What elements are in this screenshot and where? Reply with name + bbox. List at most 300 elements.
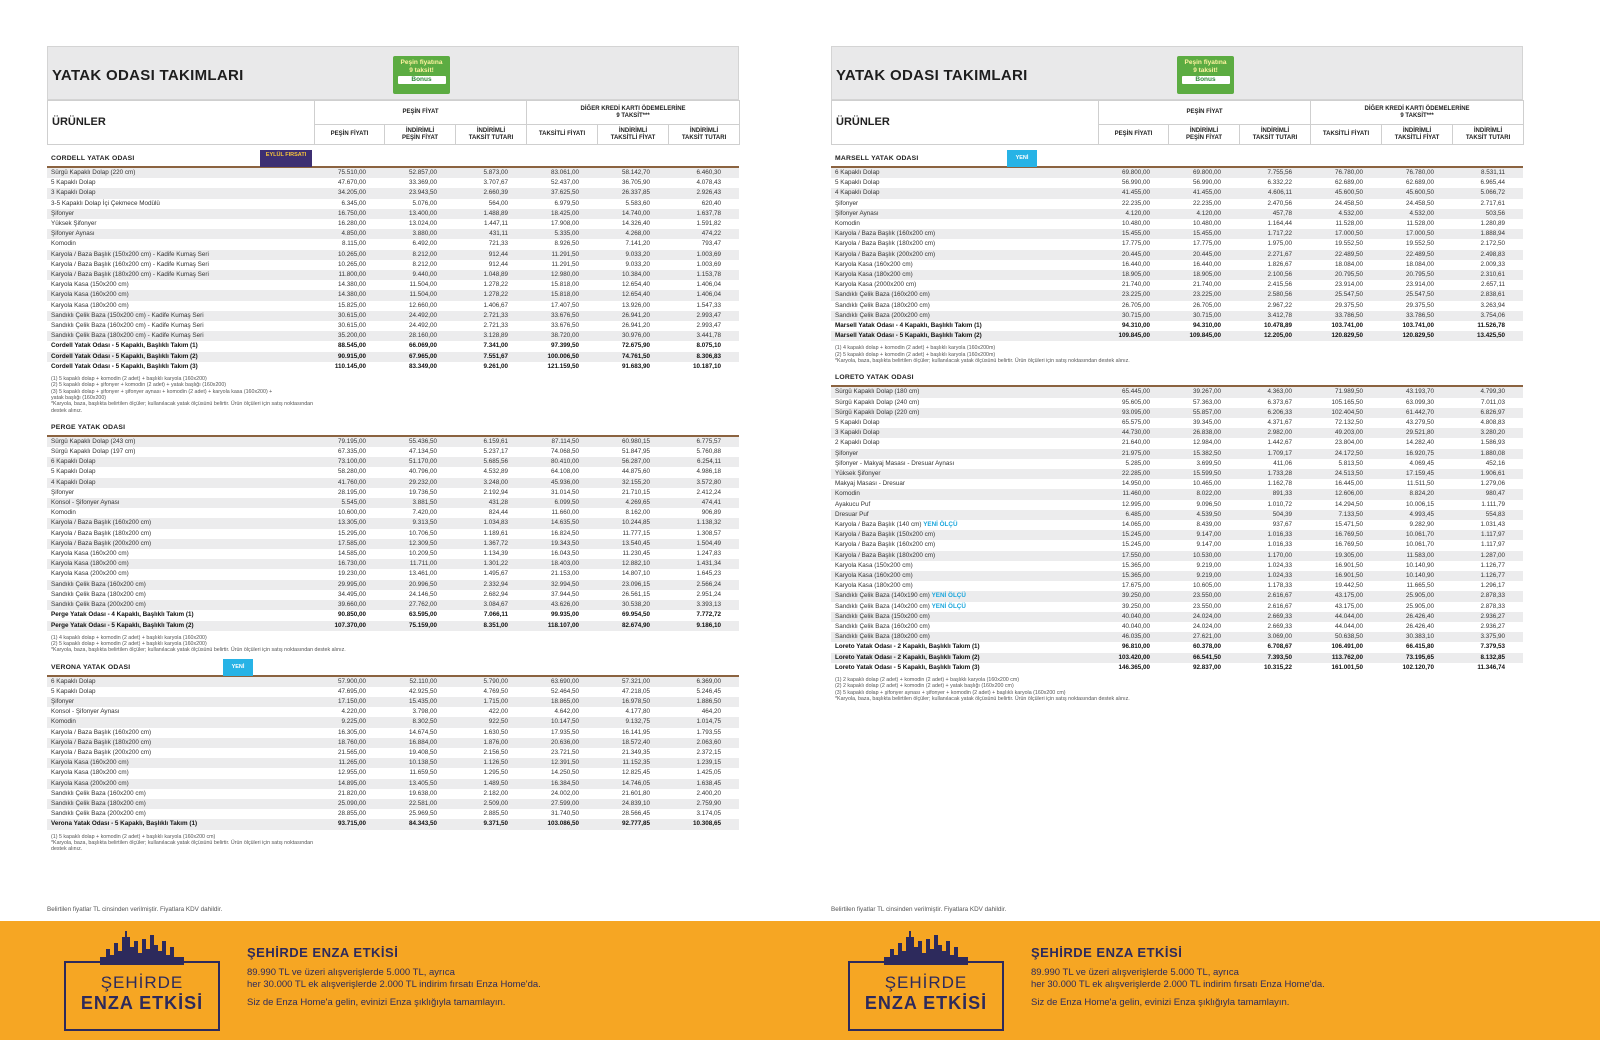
price-cell: 431,11 — [455, 229, 526, 239]
price-cell: 146.365,00 — [1118, 663, 1150, 671]
price-cell: 8.115,00 — [341, 240, 366, 248]
price-cell: 24.172,50 — [1310, 449, 1381, 459]
product-name-text: Sürgü Kapaklı Dolap (197 cm) — [51, 448, 136, 456]
table-row — [831, 250, 1523, 260]
price-cell: 1.586,93 — [1480, 439, 1505, 447]
note-line: *Karyola, baza, başlıkta belirtilen ölçüler; kullanılacak yatak ölçüsünü belirtir. Ürün ölçüleri için satış noktasından destek alınız. — [51, 647, 346, 654]
price-cell: 1.406,67 — [483, 301, 508, 309]
price-cell: 564,00 — [488, 199, 508, 207]
price-cell: 464,20 — [701, 708, 721, 716]
price-cell: 15.435,00 — [384, 697, 455, 707]
column-header-1-line-1: PEŞİN FİYATI — [330, 131, 369, 137]
product-name — [831, 581, 1098, 591]
set-total-row — [47, 621, 739, 631]
price-cell: 51.170,00 — [384, 457, 455, 467]
product-name-text: Sürgü Kapaklı Dolap (220 cm) — [51, 169, 136, 176]
product-name — [831, 449, 1098, 459]
product-name — [47, 209, 314, 219]
price-cell: 1.239,15 — [668, 758, 739, 768]
set-total-row — [831, 653, 1523, 663]
product-name-text: 6 Kapaklı Dolap — [51, 458, 96, 466]
product-name — [47, 779, 314, 789]
price-cell: 12.391,50 — [526, 758, 597, 768]
table-row — [831, 489, 1523, 499]
price-cell: 7.551,67 — [455, 352, 526, 362]
kredi-group-line-1: DİĞER KREDİ KARTI ÖDEMELERİNE — [580, 105, 686, 112]
price-cell: 17.935,50 — [550, 728, 579, 736]
price-cell: 4.532,00 — [1310, 209, 1381, 219]
price-cell: 37.625,50 — [526, 188, 597, 198]
price-cell: 2.926,43 — [668, 188, 739, 198]
price-table — [47, 168, 739, 372]
product-name — [47, 331, 314, 341]
price-cell: 103.741,00 — [1402, 322, 1434, 330]
table-row — [831, 622, 1523, 632]
price-cell: 25.905,00 — [1405, 602, 1434, 610]
price-cell: 474,41 — [668, 498, 739, 508]
product-name — [47, 610, 314, 620]
product-name-text: Sandıklı Çelik Baza (200x200 cm) — [51, 601, 146, 609]
pesin-fiyatina-badge — [393, 56, 450, 94]
product-name-text: Karyola / Baza Başlık (200x200 cm) — [835, 250, 936, 258]
price-cell: 11.511,50 — [1406, 480, 1434, 488]
price-cell: 1.591,82 — [696, 220, 721, 228]
promo-banner-left — [0, 921, 784, 1040]
product-name — [47, 478, 314, 488]
column-header-6-line-1: İNDİRİMLİ — [689, 127, 719, 134]
price-cell: 16.884,00 — [384, 738, 455, 748]
price-cell: 88.545,00 — [337, 342, 366, 350]
price-cell: 2.616,67 — [1267, 602, 1292, 610]
price-cell: 9.313,50 — [384, 518, 455, 528]
product-name-text: Sandıklı Çelik Baza (150x200 cm) — [835, 612, 930, 620]
product-name — [831, 551, 1098, 561]
price-cell: 16.440,00 — [1121, 260, 1150, 268]
price-cell: 69.800,00 — [1098, 168, 1168, 178]
price-cell: 18.905,00 — [1098, 270, 1168, 280]
price-cell: 17.585,00 — [314, 539, 384, 549]
price-cell: 4.808,83 — [1480, 418, 1505, 426]
table-row — [47, 529, 739, 539]
column-header-1 — [1099, 125, 1169, 145]
product-name-text: Karyola / Baza Başlık (180x200 cm) — [51, 529, 152, 537]
price-cell: 16.384,50 — [526, 779, 597, 789]
price-cell: 7.393,50 — [1239, 653, 1310, 663]
product-name — [831, 540, 1098, 550]
price-cell: 1.876,00 — [455, 738, 526, 748]
price-cell: 3.572,80 — [668, 478, 739, 488]
price-cell: 1.016,33 — [1239, 530, 1310, 540]
price-cell: 1.975,00 — [1267, 240, 1292, 248]
price-cell: 4.532,00 — [1381, 209, 1452, 219]
price-cell: 41.455,00 — [1168, 188, 1239, 198]
price-cell: 9.440,00 — [384, 270, 455, 280]
price-cell: 6.708,67 — [1267, 643, 1292, 651]
product-name-text: 5 Kapaklı Dolap — [835, 418, 880, 426]
price-cell: 7.141,20 — [625, 240, 650, 248]
table-row — [47, 437, 739, 447]
price-cell: 2.156,50 — [483, 749, 508, 757]
price-cell: 83.349,00 — [408, 362, 437, 370]
price-cell: 33.676,50 — [526, 311, 597, 321]
price-cell: 10.006,15 — [1405, 500, 1434, 508]
column-header-5-line-2: TAKSİTLİ FİYAT — [610, 134, 656, 141]
column-header-5-line-1: İNDİRİMLİ — [618, 127, 648, 134]
product-name — [47, 488, 314, 498]
price-cell: 17.775,00 — [1121, 240, 1150, 248]
section-notes — [831, 673, 1523, 702]
table-row — [47, 301, 739, 311]
product-name — [47, 229, 314, 239]
column-header-5-line-1: İNDİRİMLİ — [1402, 127, 1432, 134]
price-cell: 17.159,45 — [1381, 469, 1452, 479]
price-cell: 102.120,70 — [1402, 663, 1434, 671]
price-cell: 26.426,40 — [1381, 612, 1452, 622]
set-total-row — [831, 642, 1523, 652]
product-name-text: Ayakucu Puf — [835, 500, 871, 508]
price-cell: 63.690,00 — [526, 677, 597, 687]
section-perge-yatak-odasi — [47, 418, 739, 654]
product-name — [831, 219, 1098, 229]
note-line: (3) 5 kapaklı dolap + şifonyer aynası + şifonyer + komodin (2 adet) + başlıklı karyola (160x200 cm) — [835, 689, 1066, 696]
price-cell: 2.936,27 — [1480, 623, 1505, 631]
price-cell: 110.145,00 — [334, 362, 366, 370]
price-cell: 29.375,50 — [1334, 301, 1363, 309]
logo-line-2: ENZA ETKİSİ — [80, 993, 204, 1013]
page-header — [47, 46, 739, 100]
price-cell: 18.084,00 — [1405, 260, 1434, 268]
price-cell: 1.715,00 — [455, 697, 526, 707]
price-cell: 66.069,00 — [408, 342, 437, 350]
column-header-2-line-1: İNDİRİMLİ — [1189, 127, 1219, 134]
price-cell: 24.002,00 — [550, 789, 579, 797]
column-header-5 — [1382, 125, 1453, 145]
price-cell: 1.447,11 — [483, 220, 508, 228]
price-cell: 95.605,00 — [1121, 398, 1150, 406]
product-name-text: Sandıklı Çelik Baza (180x200 cm) — [51, 590, 146, 598]
price-cell: 21.349,35 — [621, 749, 650, 757]
price-cell: 9.147,00 — [1168, 530, 1239, 540]
price-cell: 504,39 — [1239, 510, 1310, 520]
product-name — [47, 467, 314, 477]
table-row — [831, 270, 1523, 280]
price-cell: 26.941,20 — [621, 322, 650, 330]
price-cell: 1.308,57 — [696, 529, 721, 537]
product-name — [831, 260, 1098, 270]
column-header-6 — [669, 125, 740, 145]
price-cell: 31.740,50 — [550, 810, 579, 818]
price-cell: 5.813,50 — [1338, 459, 1363, 467]
table-row — [47, 447, 739, 457]
price-cell: 39.660,00 — [314, 600, 384, 610]
price-cell: 75.510,00 — [314, 168, 384, 178]
price-cell: 3.441,78 — [668, 331, 739, 341]
product-name-text: 3 Kapaklı Dolap — [51, 189, 96, 197]
price-cell: 1.886,50 — [668, 697, 739, 707]
price-cell: 16.043,50 — [550, 550, 579, 558]
price-cell: 22.489,50 — [1310, 250, 1381, 260]
table-row — [831, 199, 1523, 209]
product-name — [47, 580, 314, 590]
note-line: (1) 5 kapaklı dolap + komodin (2 adet) + başlıklı karyola (160x200) — [51, 376, 207, 383]
product-name — [47, 697, 314, 707]
product-name-text: 6 Kapaklı Dolap — [835, 169, 880, 176]
price-cell: 2.509,00 — [455, 799, 526, 809]
price-cell: 12.984,00 — [1192, 439, 1221, 447]
price-cell: 24.513,50 — [1310, 469, 1381, 479]
product-name — [831, 229, 1098, 239]
price-cell: 10.315,22 — [1263, 663, 1292, 671]
product-name-text: Şifonyer Aynası — [51, 230, 95, 238]
product-name — [831, 418, 1098, 428]
product-name-text: Karyola Kasa (200x200 cm) — [51, 570, 129, 578]
product-name-text: Perge Yatak Odası - 4 Kapaklı, Başlıklı Takım (1) — [51, 611, 194, 619]
price-cell: 2.332,94 — [455, 580, 526, 590]
product-name-text: Karyola Kasa (160x200 cm) — [51, 291, 129, 299]
product-name-text: Karyola Kasa (150x200 cm) — [835, 561, 913, 569]
price-cell: 1.034,83 — [455, 518, 526, 528]
product-name — [831, 530, 1098, 540]
banner-title: ŞEHİRDE ENZA ETKİSİ — [1031, 945, 1183, 960]
price-cell: 12.980,00 — [526, 270, 597, 280]
price-cell: 41.760,00 — [314, 478, 384, 488]
price-cell: 99.935,00 — [550, 611, 579, 619]
price-cell: 30.615,00 — [337, 322, 366, 330]
table-row — [47, 539, 739, 549]
price-cell: 34.205,00 — [314, 188, 384, 198]
product-name-text: Sürgü Kapaklı Dolap (243 cm) — [51, 437, 136, 445]
price-cell: 30.538,20 — [597, 600, 668, 610]
price-cell: 11.526,78 — [1477, 322, 1505, 330]
price-cell: 33.369,00 — [408, 179, 437, 187]
price-cell: 24.146,50 — [408, 590, 437, 598]
note-line: (2) 5 kapaklı dolap + şifonyer + komodin (2 adet) + yatak başlığı (160x200) — [51, 382, 227, 389]
product-name-text: Komodin — [835, 220, 860, 228]
price-cell: 1.279,06 — [1480, 480, 1505, 488]
price-cell: 30.715,00 — [1098, 311, 1168, 321]
price-cell: 1.826,67 — [1267, 260, 1292, 268]
price-cell: 9.186,10 — [668, 621, 739, 631]
price-cell: 120.829,50 — [1310, 331, 1381, 341]
price-cell: 15.818,00 — [526, 290, 597, 300]
product-name — [831, 602, 1098, 612]
city-skyline-icon — [884, 929, 968, 965]
price-cell: 43.175,00 — [1334, 602, 1363, 610]
price-cell: 1.031,43 — [1480, 520, 1505, 528]
price-cell: 2.100,56 — [1239, 270, 1310, 280]
price-cell: 24.492,00 — [384, 311, 455, 321]
price-cell: 94.310,00 — [1121, 322, 1150, 330]
note-line: (2) 2 kapaklı dolap (2 adet) + komodin (2 adet) + yatak başlığı (160x200 cm) — [835, 683, 1014, 690]
price-cell: 10.187,10 — [692, 362, 721, 370]
price-cell: 1.014,75 — [668, 717, 739, 727]
price-cell: 3.084,67 — [455, 600, 526, 610]
table-row — [831, 301, 1523, 311]
price-cell: 5.545,00 — [314, 498, 384, 508]
product-name-text: 5 Kapaklı Dolap — [51, 179, 96, 187]
product-name-text: Şifonyer — [835, 199, 859, 207]
price-cell: 4.532,89 — [483, 468, 508, 476]
price-cell: 21.710,15 — [621, 488, 650, 496]
set-total-row — [831, 331, 1523, 341]
yeni-tag: YENİ — [1007, 150, 1037, 167]
price-cell: 74.068,50 — [550, 448, 579, 456]
price-cell: 6.979,50 — [554, 199, 579, 207]
price-cell: 20.795,50 — [1310, 270, 1381, 280]
kredi-group-line-2: 9 TAKSİT*** — [1400, 112, 1434, 119]
product-name — [47, 219, 314, 229]
price-cell: 2.470,56 — [1267, 199, 1292, 207]
price-cell: 10.384,00 — [597, 270, 668, 280]
price-cell: 2.721,33 — [455, 311, 526, 321]
price-cell: 18.084,00 — [1334, 260, 1363, 268]
price-cell: 912,44 — [455, 250, 526, 260]
product-name-text: Cordell Yatak Odası - 5 Kapaklı, Başlıklı Takım (1) — [51, 342, 198, 350]
price-cell: 19.736,50 — [408, 488, 437, 496]
note-line: (1) 4 kapaklı dolap + komodin (2 adet) + başlıklı karyola (160x200) — [51, 634, 207, 641]
price-cell: 1.888,94 — [1452, 229, 1523, 239]
price-cell: 12.955,00 — [337, 769, 366, 777]
table-row — [47, 457, 739, 467]
product-name-text: Sandıklı Çelik Baza (180x200 cm) — [51, 800, 146, 808]
price-cell: 161.001,50 — [1331, 663, 1363, 671]
section-header — [831, 368, 1523, 387]
price-cell: 15.295,00 — [337, 529, 366, 537]
price-cell: 47.218,05 — [621, 687, 650, 695]
price-cell: 44.044,00 — [1310, 612, 1381, 622]
price-cell: 56.287,00 — [597, 457, 668, 467]
price-cell: 24.492,00 — [408, 322, 437, 330]
price-cell: 10.147,50 — [526, 717, 597, 727]
table-row — [47, 488, 739, 498]
price-cell: 4.269,65 — [597, 498, 668, 508]
price-cell: 2.660,39 — [455, 188, 526, 198]
price-cell: 4.220,00 — [341, 708, 366, 716]
table-row — [831, 438, 1523, 448]
price-cell: 97.399,50 — [550, 342, 579, 350]
price-cell: 20.445,00 — [1168, 250, 1239, 260]
price-cell: 30.383,10 — [1381, 632, 1452, 642]
table-row — [47, 677, 739, 687]
price-cell: 50.638,50 — [1310, 632, 1381, 642]
price-cell: 6.460,30 — [668, 168, 739, 178]
price-cell: 4.769,50 — [483, 687, 508, 695]
price-cell: 22.235,00 — [1121, 199, 1150, 207]
price-cell: 1.489,50 — [455, 779, 526, 789]
price-cell: 17.908,00 — [550, 220, 579, 228]
product-name — [831, 301, 1098, 311]
product-name — [831, 459, 1098, 469]
price-cell: 23.721,50 — [550, 749, 579, 757]
price-cell: 52.437,00 — [550, 179, 579, 187]
product-name — [831, 239, 1098, 249]
price-cell: 1.280,89 — [1480, 220, 1505, 228]
price-cell: 2.951,24 — [696, 590, 721, 598]
price-cell: 4.993,45 — [1381, 510, 1452, 520]
product-name-text: 3-5 Kapaklı Dolap İçi Çekmece Modülü — [51, 199, 160, 207]
product-name — [47, 447, 314, 457]
product-name-text: Sandıklı Çelik Baza (140x200 cm) — [835, 602, 930, 610]
price-cell: 103.741,00 — [1331, 322, 1363, 330]
price-cell: 2.967,22 — [1267, 301, 1292, 309]
price-cell: 8.351,00 — [455, 621, 526, 631]
price-cell: 45.600,50 — [1310, 188, 1381, 198]
price-cell: 28.195,00 — [337, 488, 366, 496]
price-cell: 62.689,00 — [1334, 179, 1363, 187]
pesin-fiyatina-badge — [1177, 56, 1234, 94]
table-row — [831, 178, 1523, 188]
product-name — [47, 311, 314, 321]
price-cell: 11.659,50 — [409, 769, 437, 777]
yeni-olcu-label: YENİ ÖLÇÜ — [923, 520, 958, 528]
price-cell: 40.040,00 — [1121, 623, 1150, 631]
price-cell: 2.192,94 — [483, 488, 508, 496]
table-row — [47, 478, 739, 488]
product-name — [831, 622, 1098, 632]
product-name — [831, 178, 1098, 188]
table-row — [831, 632, 1523, 642]
price-cell: 1.406,04 — [668, 290, 739, 300]
price-cell: 7.755,56 — [1239, 168, 1310, 178]
logo-line-1: ŞEHİRDE — [884, 973, 968, 992]
price-cell: 105.165,50 — [1331, 398, 1363, 406]
price-cell: 49.203,00 — [1310, 428, 1381, 438]
set-total-row — [47, 341, 739, 351]
price-cell: 92.837,00 — [1192, 663, 1221, 671]
price-cell: 16.824,50 — [550, 529, 579, 537]
price-cell: 44.875,60 — [621, 468, 650, 476]
price-cell: 28.160,00 — [384, 331, 455, 341]
price-cell: 45.600,50 — [1381, 188, 1452, 198]
price-cell: 29.232,00 — [384, 478, 455, 488]
column-header-1-line-1: PEŞİN FİYATI — [1114, 131, 1153, 137]
price-cell: 10.140,90 — [1381, 571, 1452, 581]
price-cell: 8.075,10 — [696, 342, 721, 350]
price-cell: 13.425,50 — [1452, 331, 1523, 341]
price-cell: 8.306,83 — [668, 352, 739, 362]
price-cell: 5.685,56 — [455, 457, 526, 467]
price-cell: 29.995,00 — [314, 580, 384, 590]
product-name — [831, 209, 1098, 219]
section-header — [47, 149, 739, 168]
product-name-text: Şifonyer — [835, 449, 859, 457]
product-name-text: Şifonyer — [51, 698, 75, 705]
logo-line-1: ŞEHİRDE — [100, 973, 184, 992]
enza-etkisi-logo — [848, 961, 1004, 1031]
table-row — [831, 209, 1523, 219]
price-cell: 19.442,50 — [1334, 582, 1363, 590]
price-cell: 22.581,00 — [384, 799, 455, 809]
table-row — [47, 178, 739, 188]
price-cell: 55.857,00 — [1168, 408, 1239, 418]
price-cell: 94.310,00 — [1192, 322, 1221, 330]
product-name-text: Karyola / Baza Başlık (150x200 cm) - Kadife Kumaş Seri — [51, 250, 209, 258]
price-cell: 19.408,50 — [408, 749, 437, 757]
product-name-text: Loreto Yatak Odası - 2 Kapaklı, Başlıklı Takım (2) — [835, 653, 980, 661]
product-name — [47, 188, 314, 198]
price-cell: 43.175,00 — [1310, 591, 1381, 601]
table-row — [831, 602, 1523, 612]
price-cell: 11.504,00 — [409, 281, 437, 289]
table-row — [47, 508, 739, 518]
price-cell: 43.626,00 — [526, 600, 597, 610]
product-name-text: Karyola / Baza Başlık (180x200 cm) — [835, 551, 936, 559]
product-name — [831, 321, 1098, 331]
price-cell: 18.905,00 — [1168, 270, 1239, 280]
price-cell: 2.682,94 — [483, 590, 508, 598]
product-name — [47, 199, 314, 209]
price-cell: 824,44 — [488, 509, 508, 517]
